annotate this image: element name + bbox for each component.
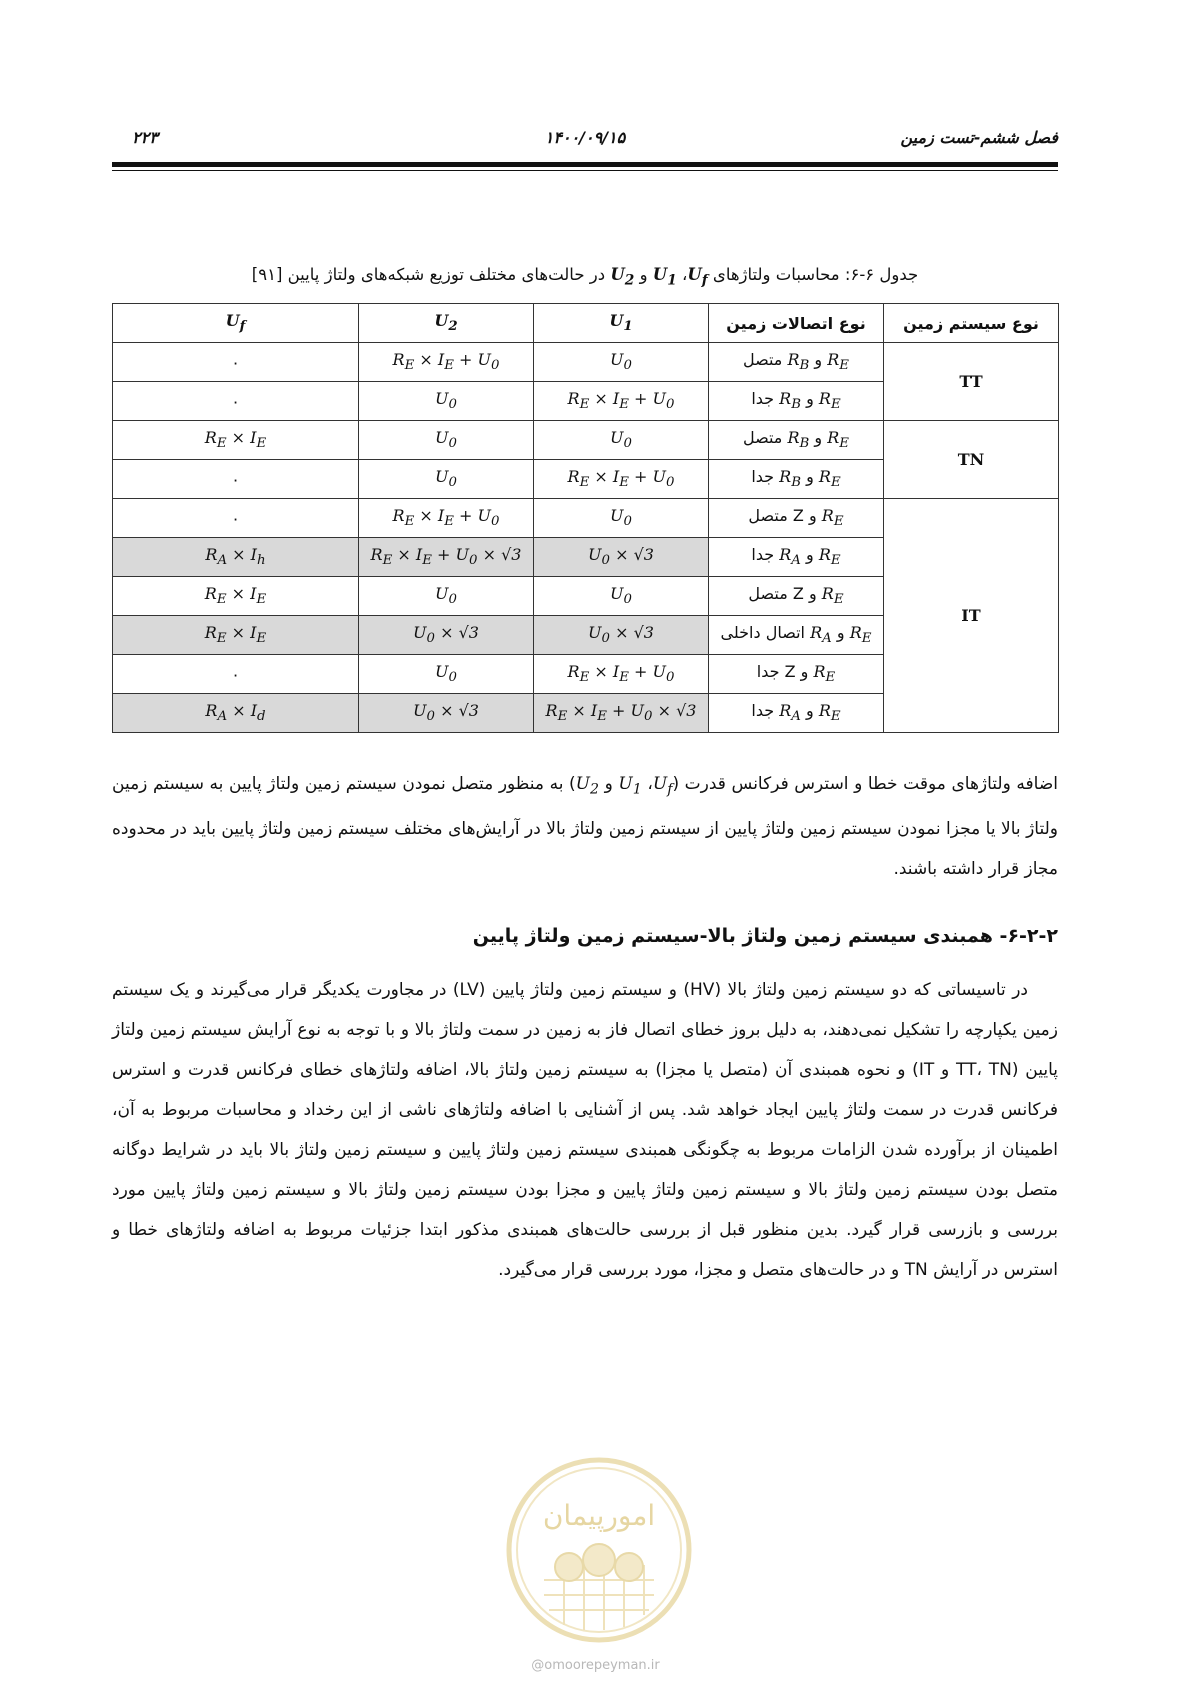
u2-cell: $R_E \times I_E + U_0$	[359, 499, 534, 538]
header-connection: نوع اتصالات زمین	[709, 304, 884, 343]
connection-cell: $R_E$ و Z متصل	[709, 577, 884, 616]
uf-cell: $R_A \times I_d$	[113, 694, 359, 733]
table-header-row	[113, 304, 1059, 343]
body-paragraph-2: در تاسیساتی که دو سیستم زمین ولتاژ بالا (HV) و سیستم زمین ولتاژ پایین (LV) در مجاورت یکدیگر قرار می‌گیرند و یک سیستم زمین یکپارچه را تشکیل نمی‌دهند، به دلیل بروز خطای اتصال فاز به زمین در سمت ولتاژ بالا و با توجه به نوع آرایش سیستم زمین ولتاژ پایین (TT، TN و IT) و نحوه همبندی آن (متصل یا مجزا) به سیستم زمین ولتاژ بالا، اضافه ولتاژهای خطای فرکانس قدرت و استرس فرکانس قدرت در سمت ولتاژ پایین ایجاد خواهد شد. پس از آشنایی با اضافه ولتاژهای ناشی از این رخداد و محاسبات مربوط به آن، اطمینان از برآورده شدن الزامات مربوط به چگونگی همبندی سیستم زمین ولتاژ پایین و سیستم زمین ولتاژ بالا باید در شرایط دوگانه متصل بودن سیستم زمین ولتاژ بالا و سیستم زمین ولتاژ پایین و مجزا بودن سیستم زمین ولتاژ بالا و سیستم زمین ولتاژ پایین مورد بررسی و بازرسی قرار گیرد. بدین منظور قبل از بررسی حالت‌های همبندی مذکور ابتدا جزئیات مربوط به اضافه ولتاژهای خطا و استرس در آرایش TN و در حالت‌های متصل و مجزا، مورد بررسی قرار می‌گیرد.	[112, 980, 1058, 1280]
u2-cell: $U_0$	[359, 460, 534, 499]
connection-cell: $R_E$ و $R_A$ جدا	[709, 538, 884, 577]
system-cell-tt: TT	[884, 343, 1059, 421]
uf-cell: $R_E \times I_E$	[113, 577, 359, 616]
header-system: نوع سیستم زمین	[884, 304, 1059, 343]
u2-cell: $U_0$	[359, 577, 534, 616]
u1-cell: $U_0$	[534, 499, 709, 538]
uf-cell: ۰	[113, 460, 359, 499]
connection-cell: $R_E$ و $R_B$ جدا	[709, 382, 884, 421]
u1-cell: $U_0 \times √3$	[534, 616, 709, 655]
voltage-table	[112, 303, 1059, 733]
uf-cell: $R_E \times I_E$	[113, 421, 359, 460]
caption-text-2: در حالت‌های مختلف توزیع شبکه‌های ولتاژ پایین [۹۱]	[251, 265, 611, 284]
header-u2: $U_2$	[359, 304, 534, 343]
section-heading: ۶-۲-۲- همبندی سیستم زمین ولتاژ بالا-سیستم زمین ولتاژ پایین	[472, 925, 1058, 947]
u1-cell: $U_0$	[534, 343, 709, 382]
table-caption	[112, 265, 1058, 288]
connection-cell: $R_E$ و $R_A$ اتصال داخلی	[709, 616, 884, 655]
caption-text-1: جدول ۶-۶: محاسبات ولتاژهای	[707, 265, 919, 284]
chapter-title: فصل ششم-تست زمین	[900, 128, 1058, 147]
u2-cell: $U_0$	[359, 655, 534, 694]
u2-cell: $U_0$	[359, 421, 534, 460]
u2-cell: $U_0 \times √3$	[359, 694, 534, 733]
uf-cell: ۰	[113, 382, 359, 421]
u1-cell: $U_0$	[534, 577, 709, 616]
u2-cell: $R_E \times I_E + U_0 \times √3$	[359, 538, 534, 577]
header-date: ۱۴۰۰/۰۹/۱۵	[544, 128, 626, 147]
caption-var-u1: $U_1$	[652, 265, 677, 289]
u1-cell: $R_E \times I_E + U_0 \times √3$	[534, 694, 709, 733]
connection-cell: $R_E$ و $R_B$ جدا	[709, 460, 884, 499]
connection-cell: $R_E$ و $R_B$ متصل	[709, 421, 884, 460]
uf-cell: ۰	[113, 655, 359, 694]
page-header	[112, 128, 1058, 158]
uf-cell: $R_A \times I_h$	[113, 538, 359, 577]
caption-sep: ،	[676, 265, 688, 284]
uf-cell: ۰	[113, 343, 359, 382]
watermark-site: @omoorepeyman.ir	[531, 1658, 660, 1673]
caption-var-uf: $U_f$	[687, 265, 708, 289]
header-u1: $U_1$	[534, 304, 709, 343]
header-rule-thin	[112, 170, 1058, 171]
system-cell-tn: TN	[884, 421, 1059, 499]
header-uf: $U_f$	[113, 304, 359, 343]
u1-cell: $U_0$	[534, 421, 709, 460]
connection-cell: $R_E$ و $R_A$ جدا	[709, 694, 884, 733]
logo-text: امورپیمان	[542, 1499, 656, 1532]
page-number: ۲۲۳	[132, 128, 158, 147]
connection-cell: $R_E$ و $R_B$ متصل	[709, 343, 884, 382]
u1-cell: $R_E \times I_E + U_0$	[534, 382, 709, 421]
table-row	[113, 343, 1059, 382]
system-cell-it: IT	[884, 499, 1059, 733]
caption-and: و	[634, 265, 653, 284]
watermark-logo	[504, 1455, 694, 1645]
u1-cell: $R_E \times I_E + U_0$	[534, 460, 709, 499]
table-row	[113, 421, 1059, 460]
uf-cell: $R_E \times I_E$	[113, 616, 359, 655]
table-row	[113, 499, 1059, 538]
caption-var-u2: $U_2$	[610, 265, 635, 289]
connection-cell: $R_E$ و Z جدا	[709, 655, 884, 694]
u2-cell: $U_0 \times √3$	[359, 616, 534, 655]
u2-cell: $R_E \times I_E + U_0$	[359, 343, 534, 382]
u1-cell: $U_0 \times √3$	[534, 538, 709, 577]
body-paragraph-1: اضافه ولتاژهای موقت خطا و استرس فرکانس قدرت ($U_f،$ $U_1$ و $U_2$) به منظور متصل نمودن سیستم زمین ولتاژ پایین به سیستم زمین ولتاژ بالا یا مجزا نمودن سیستم زمین ولتاژ پایین از سیستم زمین ولتاژ بالا در آرایش‌های مختلف سیستم زمین ولتاژ پایین باید در محدوده مجاز قرار داشته باشند.	[112, 774, 1058, 880]
header-rule-thick	[112, 162, 1058, 167]
uf-cell: ۰	[113, 499, 359, 538]
connection-cell: $R_E$ و Z متصل	[709, 499, 884, 538]
u1-cell: $R_E \times I_E + U_0$	[534, 655, 709, 694]
u2-cell: $U_0$	[359, 382, 534, 421]
